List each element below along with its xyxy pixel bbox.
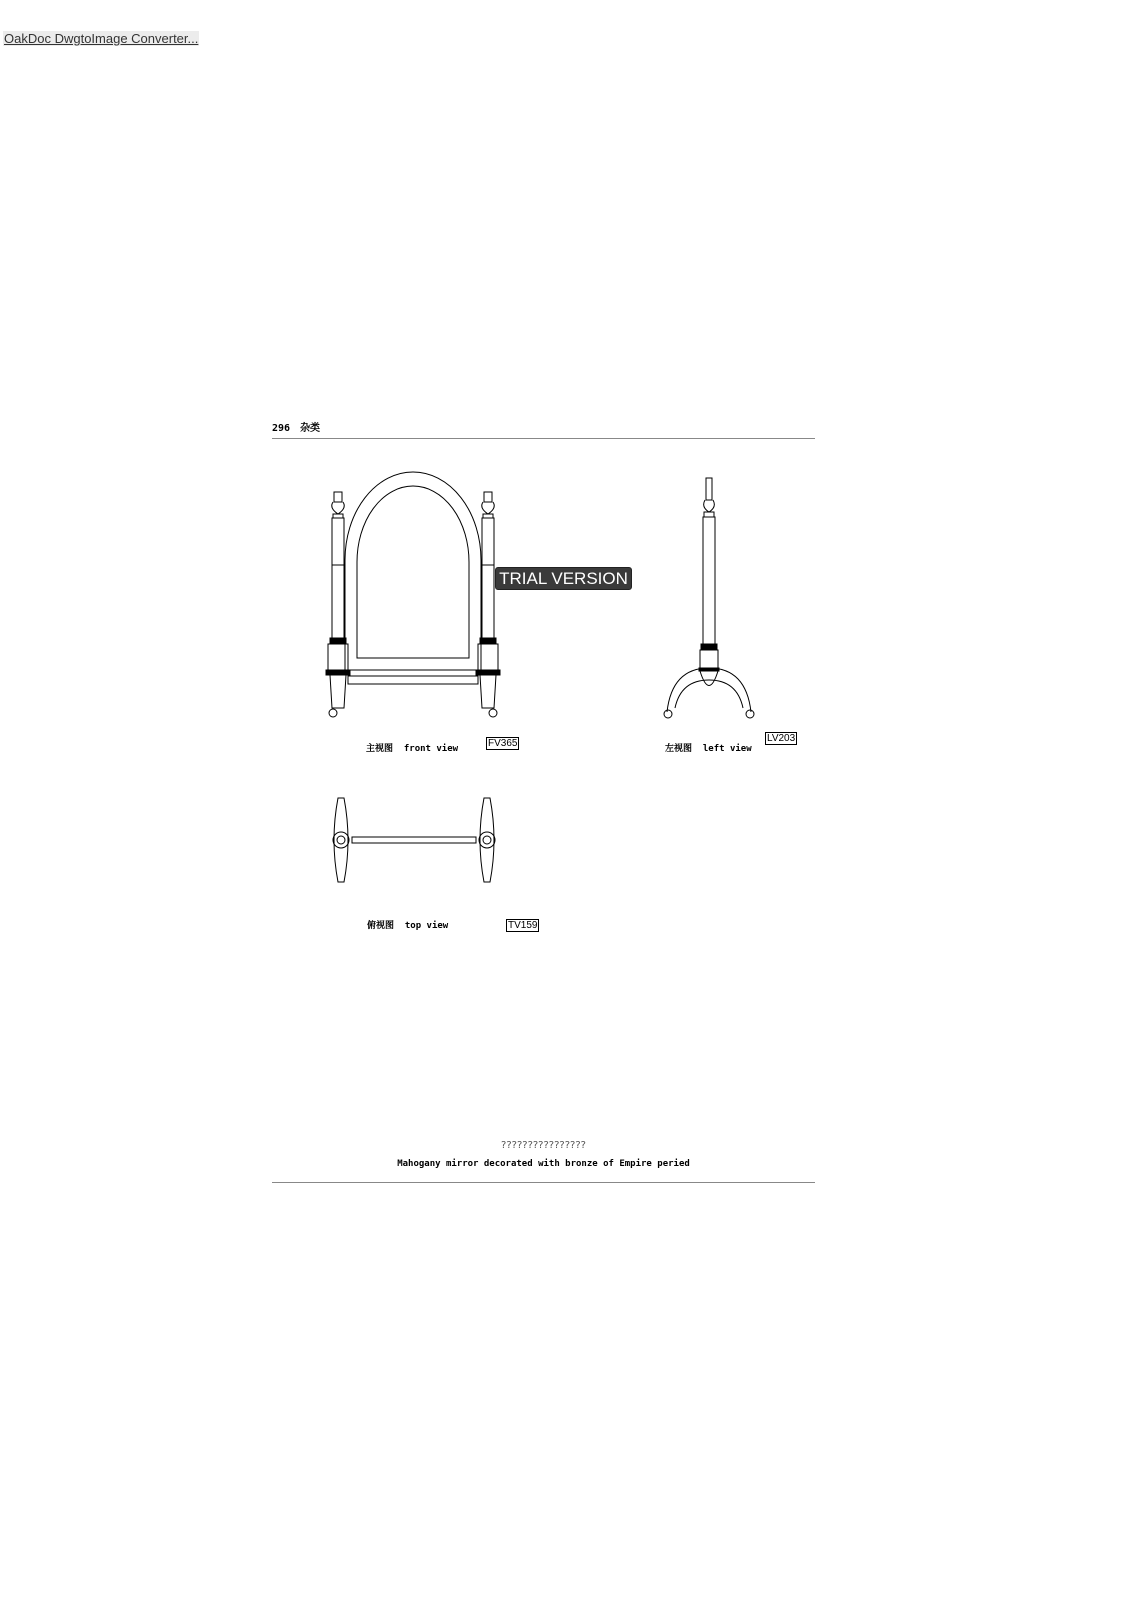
top-view-drawing	[333, 798, 495, 882]
left-view-tag: LV203	[767, 733, 796, 744]
converter-link[interactable]: OakDoc DwgtoImage Converter...	[4, 31, 199, 46]
front-view-label	[366, 741, 458, 754]
left-post	[326, 492, 350, 717]
left-view-label	[665, 741, 752, 754]
page-number: 296	[272, 423, 291, 434]
front-view-drawing	[326, 472, 500, 717]
top-view-label	[367, 918, 448, 931]
top-view-label-en: top view	[404, 921, 449, 931]
right-post	[476, 492, 500, 717]
front-view-label-en: front view	[403, 744, 459, 754]
trial-version-watermark: TRIAL VERSION	[495, 567, 632, 590]
front-view-label-cn: 主视图	[366, 744, 394, 754]
caption-english: Mahogany mirror decorated with bronze of Empire peried	[397, 1159, 690, 1169]
top-view-label-cn: 俯视图	[367, 921, 395, 931]
left-view-label-cn: 左视图	[665, 744, 693, 754]
mirror-frame-inner	[357, 486, 469, 658]
footer-rule	[272, 1182, 815, 1183]
caption-chinese: ????????????????	[501, 1140, 586, 1151]
top-view-tag: TV159	[508, 920, 538, 931]
front-view-tag: FV365	[488, 738, 518, 749]
page-category: 杂类	[300, 423, 321, 434]
left-view-drawing	[664, 478, 754, 718]
mirror-frame-outer	[345, 472, 481, 670]
left-view-label-en: left view	[702, 744, 752, 754]
